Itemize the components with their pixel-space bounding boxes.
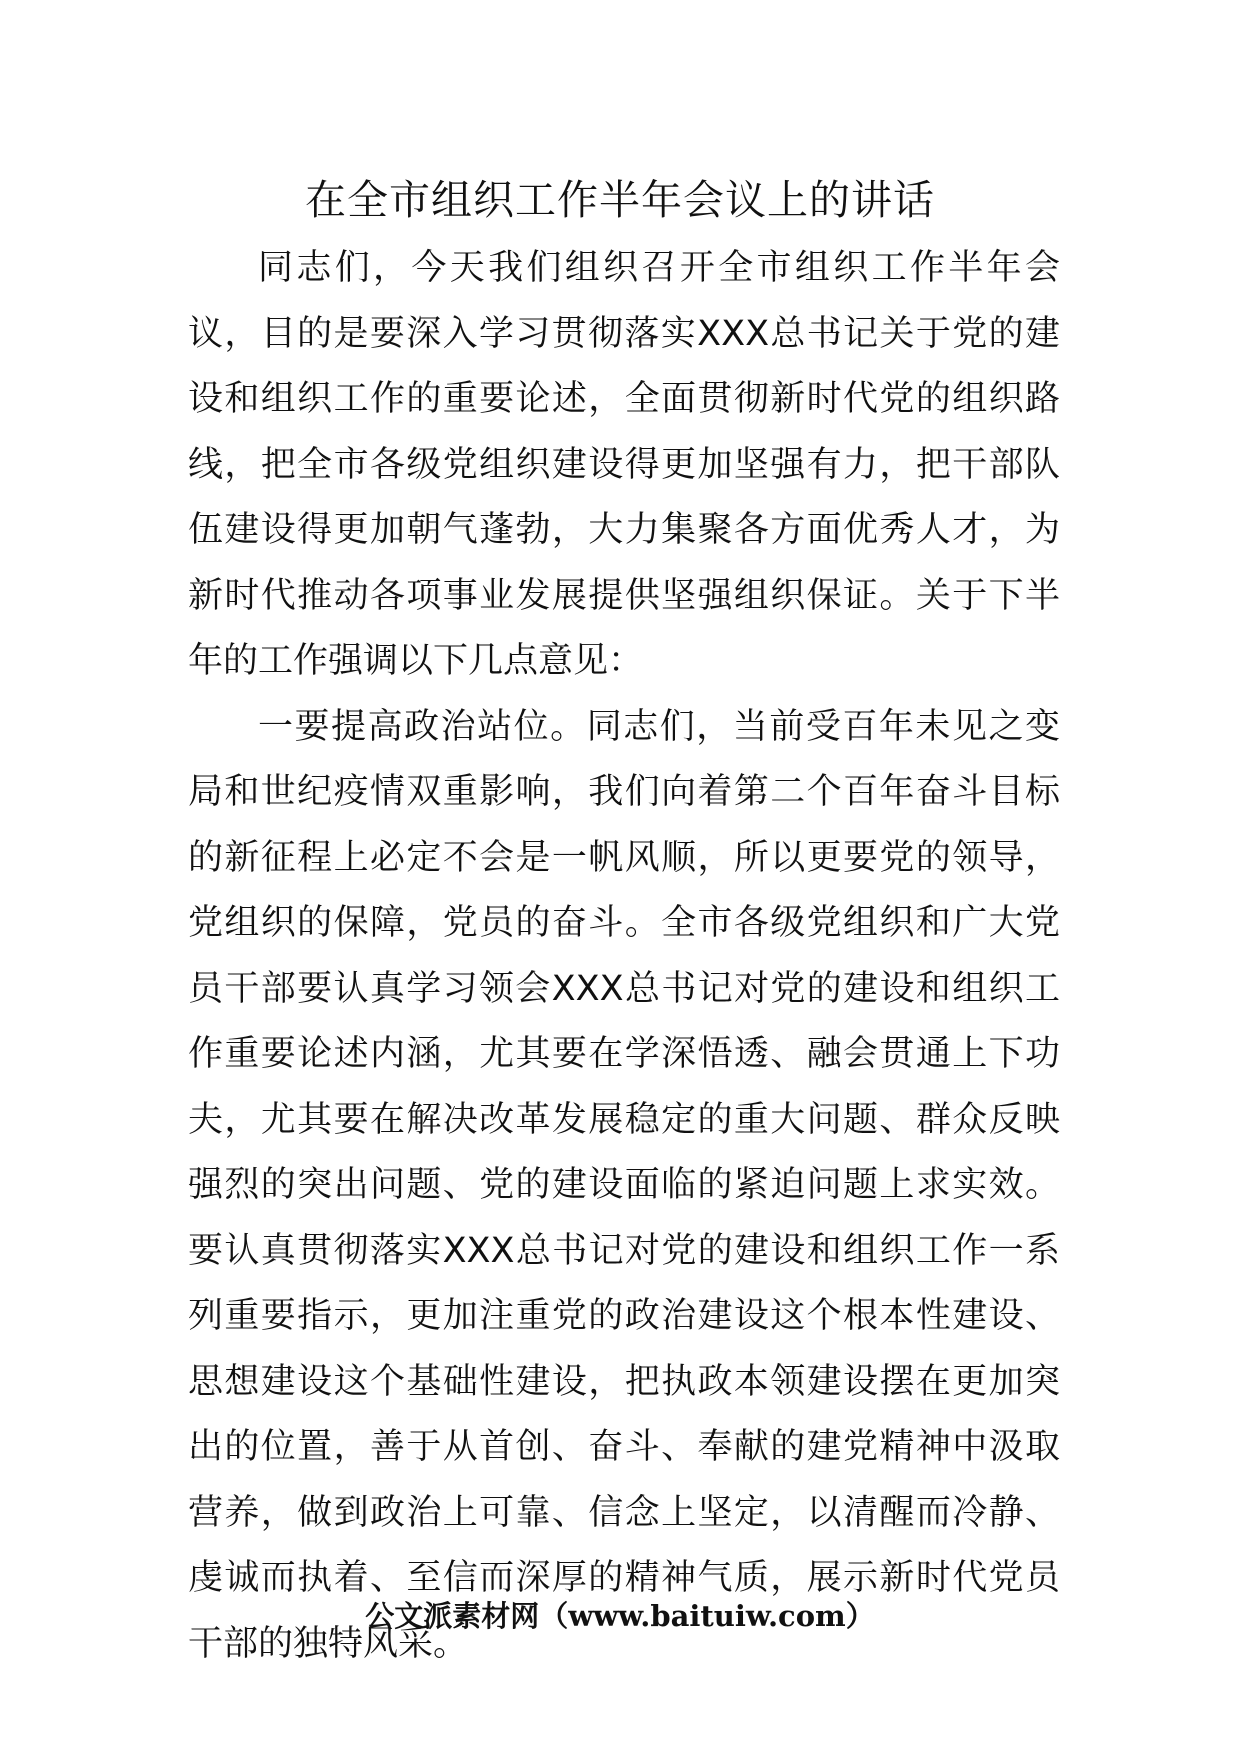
paragraph-intro: 同志们，今天我们组织召开全市组织工作半年会议，目的是要深入学习贯彻落实XXX总书记关于党的建设和组织工作的重要论述，全面贯彻新时代党的组织路线，把全市各级党组织建设得更加坚强有力，把干部队伍建设得更加朝气蓬勃，大力集聚各方面优秀人才，为新时代推动各项事业发展提供坚强组织保证。关于下半年的工作强调以下几点意见： [188, 248, 1060, 681]
paragraph-point-one: 一要提高政治站位。同志们，当前受百年未见之变局和世纪疫情双重影响，我们向着第二个百年奋斗目标的新征程上必定不会是一帆风顺，所以更要党的领导，党组织的保障，党员的奋斗。全市各级党组织和广大党员干部要认真学习领会XXX总书记对党的建设和组织工作重要论述内涵，尤其要在学深悟透、融会贯通上下功夫，尤其要在解决改革发展稳定的重大问题、群众反映强烈的突出问题、党的建设面临的紧迫问题上求实效。要认真贯彻落实XXX总书记对党的建设和组织工作一系列重要指示，更加注重党的政治建设这个根本性建设、思想建设这个基础性建设，把执政本领建设摆在更加突出的位置，善于从首创、奋斗、奉献的建党精神中汲取营养，做到政治上可靠、信念上坚定，以清醒而冷静、虔诚而执着、至信而深厚的精神气质，展示新时代党员干部的独特风采。 [188, 706, 1060, 1664]
footer-watermark: 公文派素材网（www.baituiw.com） [365, 1599, 875, 1633]
document-body [188, 236, 1060, 1677]
document-title: 在全市组织工作半年会议上的讲话 [305, 176, 935, 224]
